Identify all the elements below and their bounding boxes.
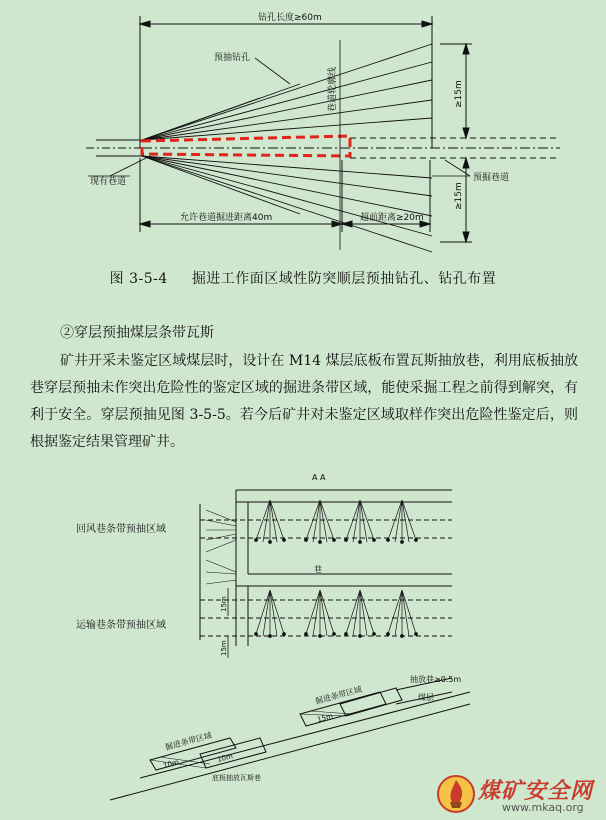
drill-length-label: 钻孔长度≥60m — [258, 13, 322, 23]
excavation-outline — [142, 136, 350, 156]
lower-zone-label: 运输巷条带预抽区域 — [76, 620, 166, 631]
allowed-distance-label: 允许巷道掘进距离40m — [180, 213, 273, 223]
brand-url: www.mkaq.org — [502, 801, 584, 814]
gap-distance-label: 超前距离≥20m — [360, 213, 424, 223]
coal-seam-label: 煤层 — [418, 693, 434, 702]
drainage-roadway-label: 底板抽放瓦斯巷 — [212, 774, 261, 782]
figure-drill-layout — [0, 0, 606, 262]
contour-label: 巷道轮廓线 — [328, 66, 338, 112]
caption-number: 图 3-5-4 — [109, 271, 168, 287]
gap-15m-bottom: ≥15m — [454, 182, 464, 210]
strip-lower-label: 掘进条带区域 — [164, 730, 213, 752]
dim-a: 10m — [162, 758, 180, 770]
dim-15m-a: 15m — [220, 596, 228, 612]
strip-upper-label: 掘进条带区域 — [314, 684, 363, 706]
caption-text: 掘进工作面区域性防突顺层预抽钻孔、钻孔布置 — [191, 271, 497, 287]
site-watermark — [434, 772, 600, 818]
body-paragraph: 矿井开采未鉴定区域煤层时，设计在 M14 煤层底板布置瓦斯抽放巷，利用底板抽放巷穿层预抽未作突出危险性的鉴定区域的掘进条带区域，能使采掘工程之前得到解突，有利于安全。穿层预抽见图 3-5-5。若今后矿井对未鉴定区域取样作突出危险性鉴定后，则根据鉴定结果管理矿井。 — [30, 353, 578, 450]
dim-15m-b: 15m — [220, 640, 228, 656]
section-heading: ②穿层预抽煤层条带瓦斯 — [60, 325, 214, 341]
dim-c: 15m — [316, 712, 334, 724]
flame-logo-icon — [436, 774, 476, 814]
upper-zone-label: 回风巷条带预抽区域 — [76, 524, 166, 535]
roadway-tag: 巷 — [314, 565, 322, 574]
brand-name: 煤矿安全网 — [478, 778, 594, 804]
existing-roadway-label: 现有巷道 — [90, 177, 127, 187]
planned-roadway-label: 预掘巷道 — [473, 173, 510, 183]
pre-drill-label: 预抽钻孔 — [214, 53, 251, 63]
thickness-label: 抽放巷≥0.5m — [410, 675, 462, 684]
top-marks: A A — [312, 473, 326, 482]
dim-b: 10m — [216, 752, 234, 764]
figure-caption — [0, 268, 606, 288]
gap-15m-top: ≥15m — [454, 80, 464, 108]
figure-cross-layer-drainage — [0, 460, 606, 820]
